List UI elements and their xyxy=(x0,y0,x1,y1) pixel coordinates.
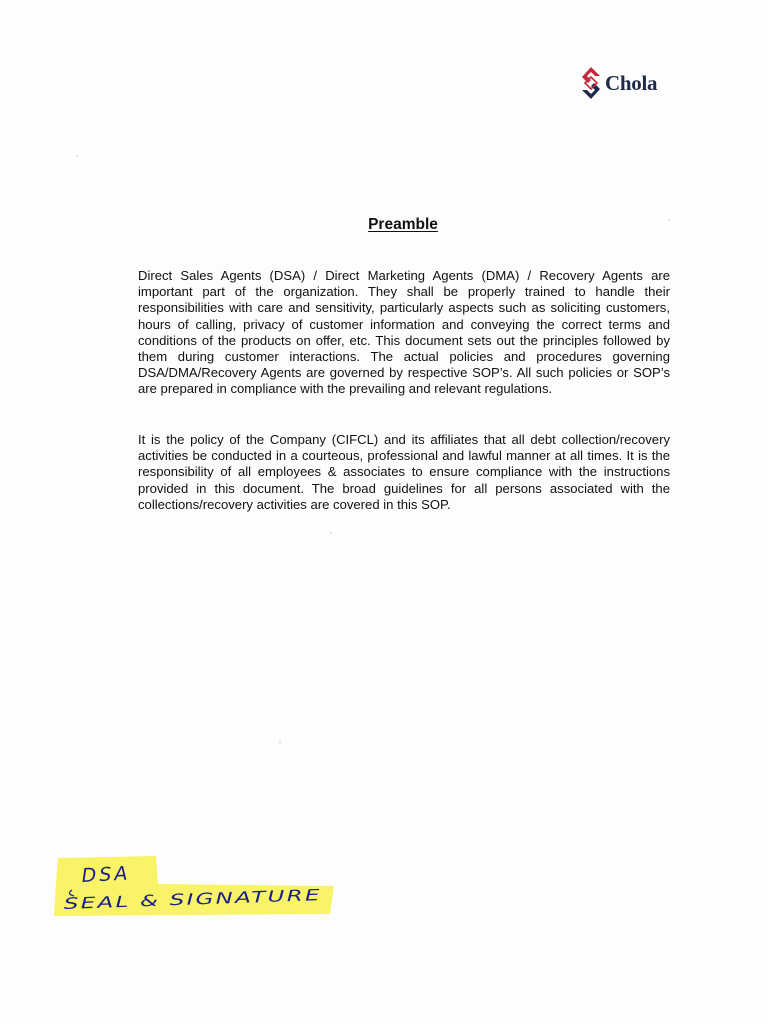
handwritten-seal-signature: SEAL & SIGNATURE xyxy=(63,888,238,913)
scan-speck xyxy=(668,219,670,221)
preamble-paragraph-2: It is the policy of the Company (CIFCL) and its affiliates that all debt collection/recovery activities be conducted in a courteous, professional and lawful manner at all times. It is the responsibility of all employees & associates to ensure compliance with the instructions provided in this document. The broad guidelines for all persons associated with the collections/recovery activities are covered in this SOP. xyxy=(138,432,670,512)
chola-logo-icon xyxy=(580,66,602,100)
scan-speck xyxy=(279,741,281,743)
scan-speck xyxy=(330,532,332,534)
logo-wordmark: Chola xyxy=(605,70,658,95)
company-logo xyxy=(580,66,657,100)
preamble-paragraph-1: Direct Sales Agents (DSA) / Direct Marketing Agents (DMA) / Recovery Agents are important part of the organization. They shall be properly trained to handle their responsibilities with care and sensitivity, particularly aspects such as soliciting customers, hours of calling, privacy of customer information and conveying the correct terms and conditions of the products on offer, etc. This document sets out the principles followed by them during customer interactions. The actual policies and procedures governing DSA/DMA/Recovery Agents are governed by respective SOP’s. All such policies or SOP’s are prepared in compliance with the prevailing and relevant regulations. xyxy=(138,268,670,397)
dsa-seal-signature-annotation xyxy=(52,854,338,924)
scan-speck xyxy=(76,155,78,157)
handwritten-dsa: DSA xyxy=(81,862,131,887)
page-title: Preamble xyxy=(368,216,438,233)
